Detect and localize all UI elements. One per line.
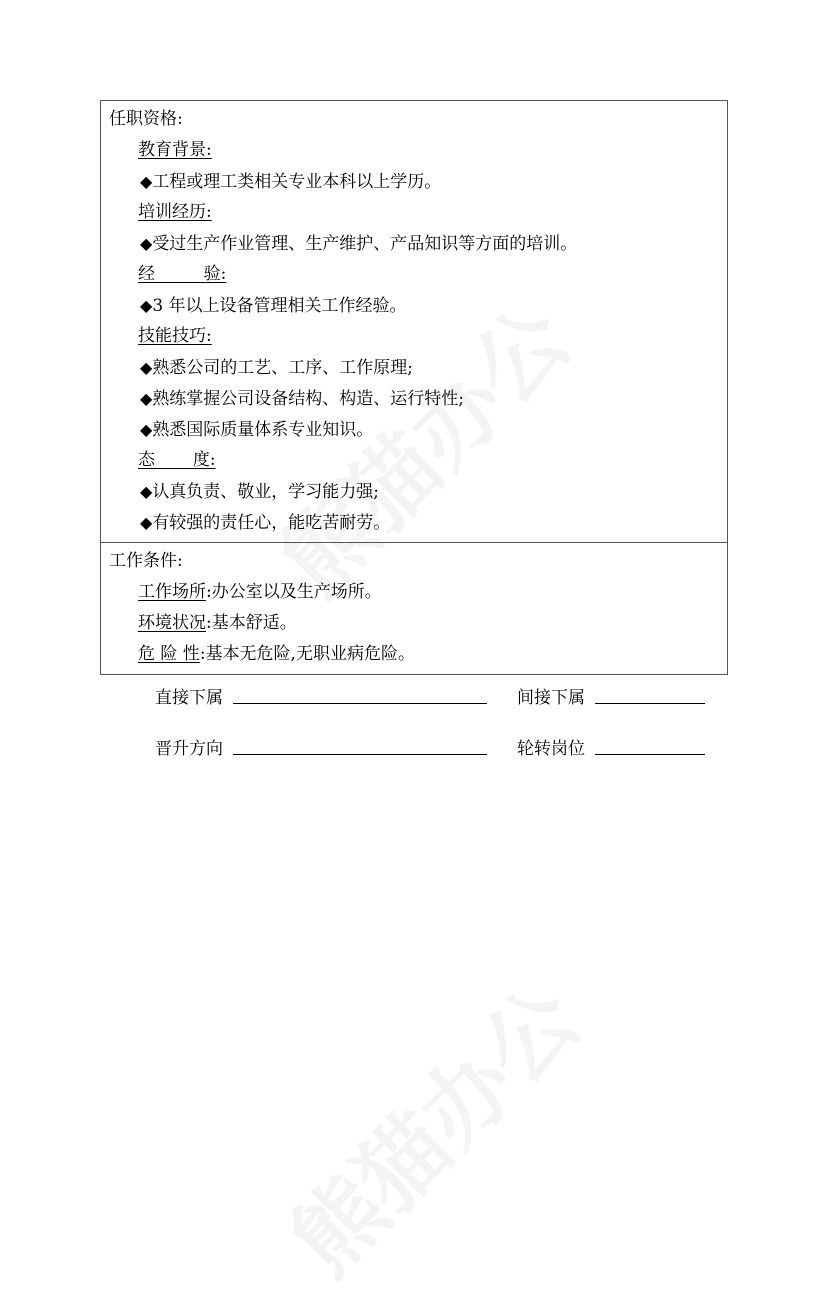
list-item: ◆熟悉公司的工艺、工序、工作原理; bbox=[140, 358, 414, 378]
conditions-row bbox=[101, 543, 728, 675]
training-heading bbox=[109, 197, 727, 228]
bullet-diamond-icon: ◆ bbox=[140, 513, 153, 532]
attitude-heading bbox=[109, 445, 727, 476]
direct-subordinate-label: 直接下属 bbox=[155, 688, 223, 708]
job-requirements-table bbox=[100, 100, 728, 675]
skills-heading bbox=[109, 321, 727, 352]
education-label: 教育背景: bbox=[138, 140, 212, 160]
list-item: ◆3 年以上设备管理相关工作经验。 bbox=[140, 296, 407, 316]
indirect-subordinate-label: 间接下属 bbox=[517, 688, 585, 708]
environment-label: 环境状况 bbox=[138, 613, 206, 633]
qualifications-cell bbox=[101, 101, 728, 543]
qualifications-row bbox=[101, 101, 728, 543]
list-item: ◆熟练掌握公司设备结构、构造、运行特性; bbox=[140, 389, 465, 409]
place-value: :办公室以及生产场所。 bbox=[206, 582, 382, 602]
list-item: ◆有较强的责任心，能吃苦耐劳。 bbox=[140, 513, 391, 533]
bullet-diamond-icon: ◆ bbox=[140, 420, 153, 439]
condition-environment bbox=[109, 608, 727, 639]
attitude-label: 态 度: bbox=[138, 450, 216, 470]
qualifications-title: 任职资格: bbox=[109, 109, 183, 129]
education-heading bbox=[109, 135, 727, 166]
conditions-title: 工作条件: bbox=[109, 551, 183, 571]
experience-heading bbox=[109, 259, 727, 290]
condition-danger bbox=[109, 639, 727, 670]
bullet-diamond-icon: ◆ bbox=[140, 234, 153, 253]
list-item: ◆工程或理工类相关专业本科以上学历。 bbox=[140, 172, 442, 192]
experience-label: 经 验: bbox=[138, 264, 227, 284]
bullet-diamond-icon: ◆ bbox=[140, 296, 153, 315]
rotation-field[interactable] bbox=[595, 754, 705, 755]
skills-label: 技能技巧: bbox=[138, 326, 212, 346]
rotation-label: 轮转岗位 bbox=[517, 739, 585, 759]
bullet-diamond-icon: ◆ bbox=[140, 358, 153, 377]
promotion-label: 晋升方向 bbox=[155, 739, 223, 759]
environment-value: :基本舒适。 bbox=[206, 613, 297, 633]
watermark bbox=[257, 952, 603, 1298]
place-label: 工作场所 bbox=[138, 582, 206, 602]
bullet-diamond-icon: ◆ bbox=[140, 482, 153, 501]
list-item: ◆受过生产作业管理、生产维护、产品知识等方面的培训。 bbox=[140, 234, 578, 254]
list-item: ◆熟悉国际质量体系专业知识。 bbox=[140, 420, 374, 440]
bullet-diamond-icon: ◆ bbox=[140, 172, 153, 191]
direct-subordinate-field[interactable] bbox=[233, 703, 487, 704]
danger-value: :基本无危险,无职业病危险。 bbox=[199, 644, 415, 664]
bullet-diamond-icon: ◆ bbox=[140, 389, 153, 408]
condition-place bbox=[109, 577, 727, 608]
conditions-cell bbox=[101, 543, 728, 675]
training-label: 培训经历: bbox=[138, 202, 212, 222]
list-item: ◆认真负责、敬业，学习能力强; bbox=[140, 482, 380, 502]
promotion-field[interactable] bbox=[233, 754, 487, 755]
indirect-subordinate-field[interactable] bbox=[595, 703, 705, 704]
danger-label: 危 险 性 bbox=[138, 644, 200, 664]
